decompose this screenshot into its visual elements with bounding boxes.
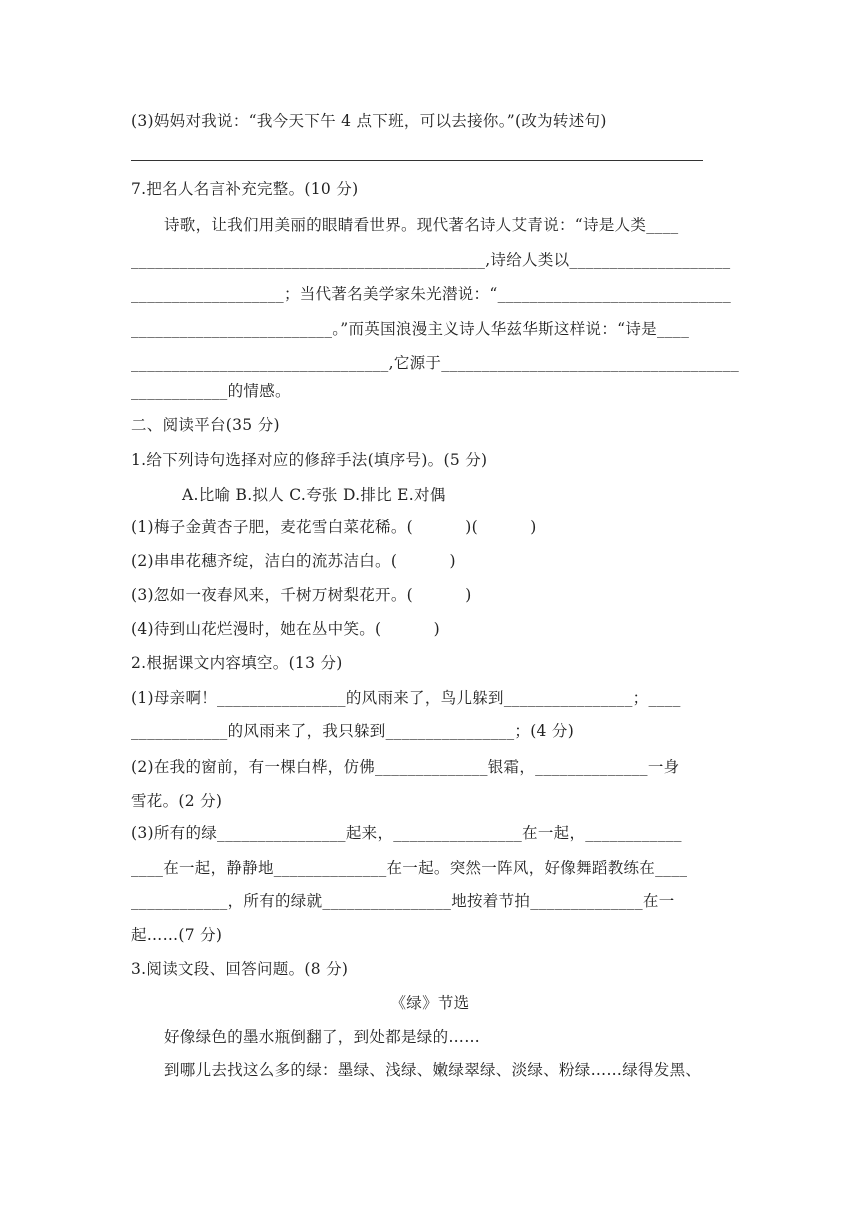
question-7-line-2: ____________________________________________,诗给人类以____________________ bbox=[131, 251, 731, 269]
reading-2-item-2a: (2)在我的窗前，有一棵白桦，仿佛______________银霜，______________一身 bbox=[131, 758, 680, 776]
section-2-title: 二、阅读平台(35 分) bbox=[131, 416, 280, 434]
question-7-line-6: ____________的情感。 bbox=[131, 382, 291, 400]
passage-title: 《绿》节选 bbox=[390, 994, 470, 1012]
reading-1-title: 1.给下列诗句选择对应的修辞手法(填序号)。(5 分) bbox=[131, 451, 488, 469]
passage-paragraph-1: 好像绿色的墨水瓶倒翻了，到处都是绿的…… bbox=[164, 1028, 481, 1046]
reading-1-item-2: (2)串串花穗齐绽，洁白的流苏洁白。( ) bbox=[131, 552, 456, 570]
question-6-3: (3)妈妈对我说：“我今天下午 4 点下班，可以去接你。”(改为转述句) bbox=[131, 112, 607, 130]
question-7-line-4: _________________________。”而英国浪漫主义诗人华兹华斯这样说：“诗是____ bbox=[131, 320, 690, 338]
reading-1-item-3: (3)忽如一夜春风来，千树万树梨花开。( ) bbox=[131, 586, 472, 604]
reading-1-item-1: (1)梅子金黄杏子肥，麦花雪白菜花稀。( )( ) bbox=[131, 518, 537, 536]
reading-2-title: 2.根据课文内容填空。(13 分) bbox=[131, 654, 343, 672]
answer-line bbox=[131, 160, 703, 161]
question-7-line-5: ________________________________,它源于_____________________________________ bbox=[131, 354, 740, 372]
question-7-line-1: 诗歌，让我们用美丽的眼睛看世界。现代著名诗人艾青说：“诗是人类____ bbox=[164, 216, 679, 234]
reading-2-item-3a: (3)所有的绿________________起来，________________在一起，____________ bbox=[131, 824, 682, 842]
reading-2-item-2b: 雪花。(2 分) bbox=[131, 792, 223, 810]
passage-paragraph-2: 到哪儿去找这么多的绿：墨绿、浅绿、嫩绿翠绿、淡绿、粉绿……绿得发黑、 bbox=[164, 1061, 702, 1079]
reading-3-title: 3.阅读文段、回答问题。(8 分) bbox=[131, 960, 349, 978]
reading-1-item-4: (4)待到山花烂漫时，她在丛中笑。( ) bbox=[131, 620, 441, 638]
question-7-title: 7.把名人名言补充完整。(10 分) bbox=[131, 180, 359, 198]
reading-2-item-3c: ____________，所有的绿就________________地按着节拍______________在一 bbox=[131, 892, 675, 910]
reading-2-item-1a: (1)母亲啊！________________的风雨来了，鸟儿躲到________________；____ bbox=[131, 689, 681, 707]
reading-1-options: A.比喻 B.拟人 C.夸张 D.排比 E.对偶 bbox=[182, 486, 446, 504]
reading-2-item-1b: ____________的风雨来了，我只躲到________________；(4 分) bbox=[131, 722, 575, 740]
question-7-line-3: ___________________；当代著名美学家朱光潜说：“_____________________________ bbox=[131, 285, 732, 303]
reading-2-item-3b: ____在一起，静静地______________在一起。突然一阵风，好像舞蹈教练在____ bbox=[131, 859, 688, 877]
reading-2-item-3d: 起……(7 分) bbox=[131, 926, 223, 944]
